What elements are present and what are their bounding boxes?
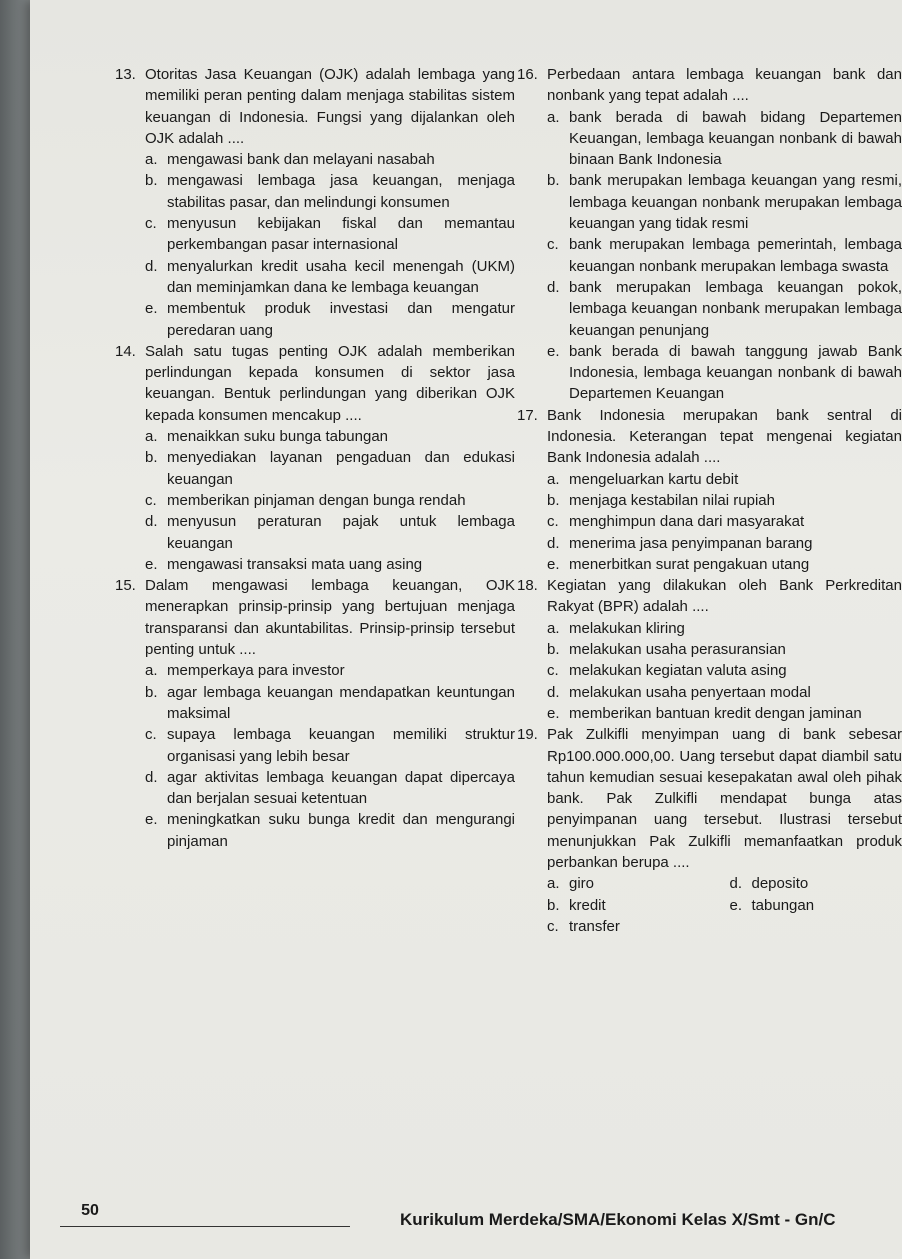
question-text: Perbedaan antara lembaga keuangan bank dan nonbank yang tepat adalah .... <box>547 66 902 105</box>
question-13 <box>115 64 515 341</box>
option-letter: e. <box>145 811 158 829</box>
right-column <box>517 64 902 937</box>
option-b[interactable] <box>517 639 902 660</box>
option-text: menerbitkan surat pengakuan utang <box>569 555 810 573</box>
option-letter: d. <box>145 257 158 275</box>
option-letter: e. <box>547 555 560 573</box>
option-text: bank berada di bawah tanggung jawab Bank Indonesia, lembaga keuangan nonbank di bawah Departemen Keuangan <box>569 342 902 403</box>
left-column <box>115 64 515 852</box>
option-text: menjaga kestabilan nilai rupiah <box>569 491 775 509</box>
option-text: menyusun peraturan pajak untuk lembaga keuangan <box>167 513 515 552</box>
option-letter: d. <box>547 278 560 296</box>
option-e[interactable] <box>115 298 515 341</box>
question-number: 16. <box>517 66 538 83</box>
question-15 <box>115 575 515 852</box>
option-c[interactable] <box>517 511 902 532</box>
option-text: agar lembaga keuangan mendapatkan keuntungan maksimal <box>167 683 515 722</box>
question-text: Pak Zulkifli menyimpan uang di bank sebesar Rp100.000.000,00. Uang tersebut dapat diambil satu tahun kemudian sesuai kesepakatan awal oleh pihak bank. Pak Zulkifli mendapat bunga atas penyimpanan uang tersebut. Ilustrasi tersebut menunjukkan Pak Zulkifli memanfaatkan produk perbankan berupa .... <box>547 726 902 871</box>
option-letter: d. <box>547 683 560 701</box>
option-d[interactable] <box>517 533 902 554</box>
question-text: Dalam mengawasi lembaga keuangan, OJK menerapkan prinsip-prinsip yang bertujuan menjaga transparansi dan akuntabilitas. Prinsip-prinsip tersebut penting untuk .... <box>145 577 515 659</box>
option-text: mengawasi lembaga jasa keuangan, menjaga stabilitas pasar, dan melindungi konsumen <box>167 172 515 211</box>
option-grid <box>517 873 902 937</box>
option-letter: d. <box>145 513 158 531</box>
option-letter: a. <box>145 662 158 680</box>
option-c[interactable] <box>115 490 515 511</box>
option-d[interactable] <box>517 277 902 341</box>
option-letter: d. <box>547 534 560 552</box>
option-b[interactable] <box>517 490 902 511</box>
option-letter: a. <box>547 619 560 637</box>
option-text: supaya lembaga keuangan memiliki struktur organisasi yang lebih besar <box>167 726 515 765</box>
option-b[interactable] <box>115 447 515 490</box>
option-text: menghimpun dana dari masyarakat <box>569 513 805 531</box>
option-text: memberikan pinjaman dengan bunga rendah <box>167 491 466 509</box>
option-e[interactable] <box>517 341 902 405</box>
option-letter: b. <box>145 683 158 701</box>
option-e[interactable] <box>115 809 515 852</box>
option-letter: c. <box>547 513 559 531</box>
option-letter: e. <box>729 896 743 914</box>
option-text: melakukan kegiatan valuta asing <box>569 662 787 680</box>
question-number: 19. <box>517 726 538 744</box>
option-text: menerima jasa penyimpanan barang <box>569 534 813 552</box>
option-letter: b. <box>547 896 560 914</box>
option-d[interactable] <box>115 511 515 554</box>
option-a[interactable] <box>517 107 902 171</box>
option-text: meningkatkan suku bunga kredit dan mengurangi pinjaman <box>167 811 515 850</box>
option-text: deposito <box>751 875 809 893</box>
option-text: mengawasi bank dan melayani nasabah <box>167 151 435 169</box>
footer-rule <box>60 1226 350 1227</box>
option-e[interactable] <box>730 895 902 916</box>
option-text: bank merupakan lembaga keuangan pokok, lembaga keuangan nonbank merupakan lembaga keuangan penunjang <box>569 278 902 339</box>
option-b[interactable] <box>547 895 720 916</box>
option-text: bank berada di bawah bidang Departemen Keuangan, lembaga keuangan nonbank di bawah binaan Bank Indonesia <box>569 108 902 169</box>
question-number: 18. <box>517 577 538 595</box>
question-18 <box>517 575 902 724</box>
question-text: Kegiatan yang dilakukan oleh Bank Perkreditan Rakyat (BPR) adalah .... <box>547 577 902 616</box>
option-a[interactable] <box>115 426 515 447</box>
option-letter: a. <box>547 470 560 488</box>
footer-title: Kurikulum Merdeka/SMA/Ekonomi Kelas X/Smt - Gn/C <box>400 1210 836 1229</box>
option-letter: e. <box>145 555 158 573</box>
option-d[interactable] <box>115 767 515 810</box>
question-19 <box>517 724 902 937</box>
option-b[interactable] <box>115 170 515 213</box>
option-letter: a. <box>547 875 560 893</box>
option-letter: c. <box>145 726 157 744</box>
question-text: Otoritas Jasa Keuangan (OJK) adalah lembaga yang memiliki peran penting dalam menjaga stabilitas sistem keuangan di Indonesia. Fungsi yang dijalankan oleh OJK adalah .... <box>145 66 515 147</box>
option-c[interactable] <box>547 916 720 937</box>
option-b[interactable] <box>115 682 515 725</box>
option-a[interactable] <box>547 873 720 894</box>
option-a[interactable] <box>115 149 515 170</box>
option-text: melakukan usaha perasuransian <box>569 641 786 659</box>
option-text: tabungan <box>751 896 815 914</box>
option-letter: c. <box>145 491 157 509</box>
option-text: transfer <box>569 917 620 935</box>
option-text: menyediakan layanan pengaduan dan edukasi keuangan <box>167 449 515 488</box>
option-text: melakukan kliring <box>569 619 685 637</box>
option-letter: c. <box>145 215 157 233</box>
question-17 <box>517 405 902 575</box>
option-text: memperkaya para investor <box>167 662 345 680</box>
option-e[interactable] <box>517 703 902 724</box>
option-text: giro <box>569 875 595 893</box>
page-number: 50 <box>81 1202 99 1219</box>
option-text: melakukan usaha penyertaan modal <box>569 683 811 701</box>
question-number: 15. <box>115 577 136 595</box>
option-text: agar aktivitas lembaga keuangan dapat dipercaya dan berjalan sesuai ketentuan <box>167 768 515 808</box>
option-text: kredit <box>569 896 606 914</box>
option-text: mengeluarkan kartu debit <box>569 470 739 488</box>
option-letter: c. <box>547 662 559 680</box>
option-letter: e. <box>145 300 158 318</box>
option-letter: b. <box>547 491 560 509</box>
option-text: bank merupakan lembaga keuangan yang resmi, lembaga keuangan nonbank merupakan lembaga keuangan yang tidak resmi <box>569 172 902 233</box>
option-e[interactable] <box>115 554 515 575</box>
option-letter: b. <box>145 172 158 190</box>
question-16 <box>517 64 902 405</box>
option-letter: b. <box>145 449 158 467</box>
option-e[interactable] <box>517 554 902 575</box>
question-14 <box>115 341 515 575</box>
option-letter: c. <box>547 236 559 254</box>
option-c[interactable] <box>517 234 902 277</box>
option-d[interactable] <box>115 256 515 299</box>
option-letter: c. <box>547 917 559 935</box>
option-b[interactable] <box>517 170 902 234</box>
option-letter: e. <box>547 704 560 722</box>
option-text: menyalurkan kredit usaha kecil menengah (UKM) dan meminjamkan dana ke lembaga keuangan <box>167 257 515 296</box>
question-text: Bank Indonesia merupakan bank sentral di Indonesia. Keterangan tepat mengenai kegiatan Bank Indonesia adalah .... <box>547 406 902 467</box>
option-letter: d. <box>145 768 158 786</box>
option-letter: e. <box>547 342 560 360</box>
option-text: menaikkan suku bunga tabungan <box>167 428 389 446</box>
option-letter: b. <box>547 172 560 190</box>
question-number: 17. <box>517 406 538 424</box>
option-letter: a. <box>547 108 560 126</box>
option-a[interactable] <box>517 469 902 490</box>
option-text: memberikan bantuan kredit dengan jaminan <box>569 704 862 722</box>
option-d[interactable] <box>517 682 902 703</box>
option-c[interactable] <box>115 724 515 767</box>
textbook-page <box>30 0 902 1259</box>
option-letter: d. <box>729 875 743 893</box>
option-a[interactable] <box>115 660 515 681</box>
option-c[interactable] <box>115 213 515 256</box>
option-letter: a. <box>145 151 158 169</box>
option-c[interactable] <box>517 660 902 681</box>
option-text: mengawasi transaksi mata uang asing <box>167 555 423 573</box>
question-text: Salah satu tugas penting OJK adalah memberikan perlindungan kepada konsumen di sektor jasa keuangan. Bentuk perlindungan yang diberikan OJK kepada konsumen mencakup .... <box>145 342 515 424</box>
question-number: 13. <box>115 66 136 83</box>
option-letter: a. <box>145 428 158 446</box>
option-a[interactable] <box>517 618 902 639</box>
option-d[interactable] <box>730 873 902 894</box>
option-text: membentuk produk investasi dan mengatur peredaran uang <box>167 300 515 339</box>
question-number: 14. <box>115 342 136 360</box>
option-text: bank merupakan lembaga pemerintah, lembaga keuangan nonbank merupakan lembaga swasta <box>569 236 902 275</box>
option-text: menyusun kebijakan fiskal dan memantau perkembangan pasar internasional <box>167 215 515 254</box>
option-letter: b. <box>547 641 560 659</box>
